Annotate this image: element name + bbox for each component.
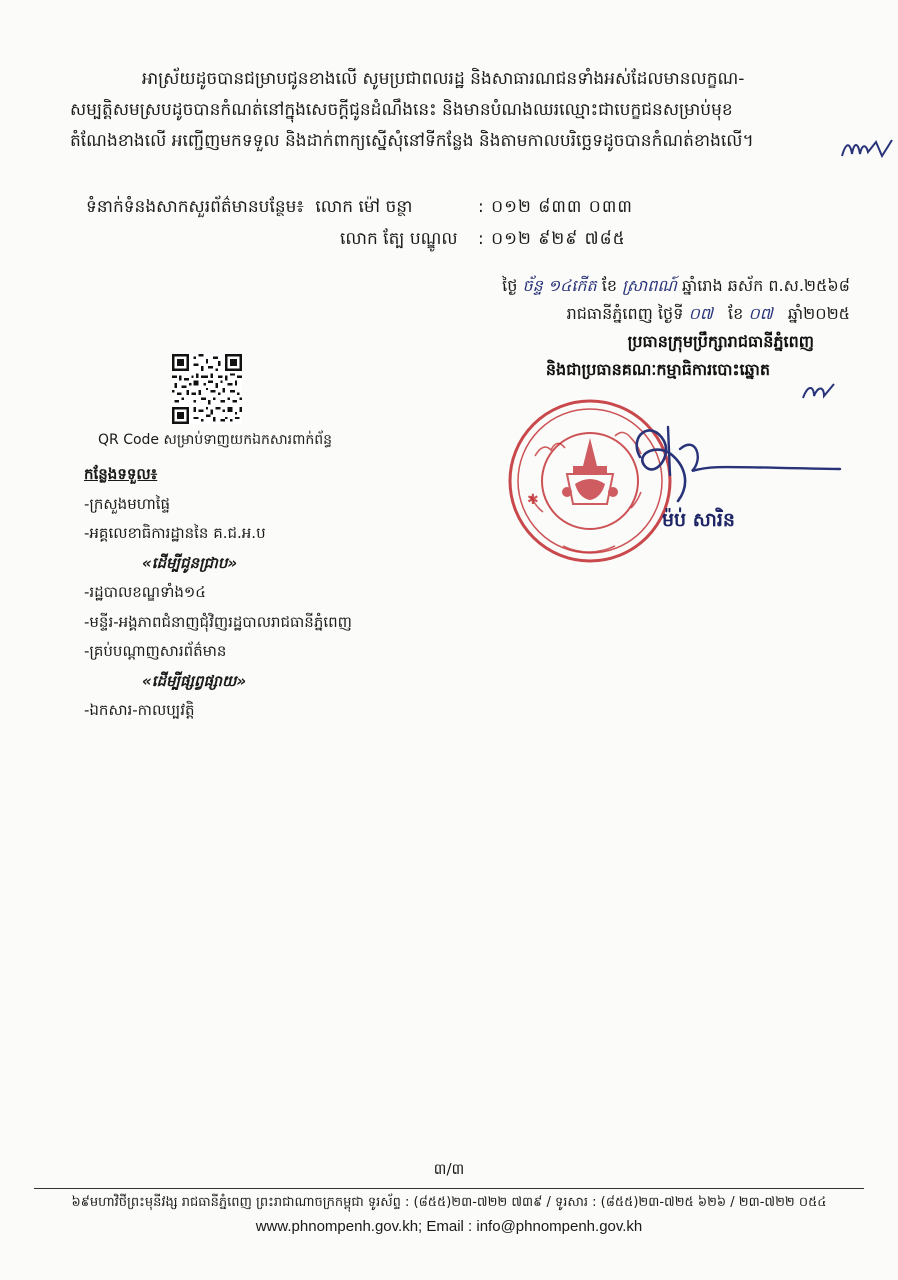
signatory-title-2: និងជាប្រធានគណៈកម្មាធិការបោះឆ្នោត [545, 360, 770, 379]
recipient-item: -គ្រប់បណ្តាញសារព័ត៌មាន [84, 642, 227, 660]
recipient-item: -ឯកសារ-កាលប្បវត្តិ [84, 701, 195, 719]
initials-mark-1 [838, 134, 898, 164]
initials-mark-2 [800, 380, 840, 406]
date-block [410, 272, 850, 384]
solar-date: រាជធានីភ្នំពេញ ថ្ងៃទី ០៧ ខែ ០៧ ឆ្នាំ២០២៥ [566, 304, 850, 323]
solar-day-handwritten: ០៧ [688, 304, 713, 323]
signatory-title-1: ប្រធានក្រុមប្រឹក្សារាជធានីភ្នំពេញ [627, 332, 814, 351]
contact-row-2 [340, 228, 458, 253]
recipient-purpose: «ដើម្បីជូនជ្រាប» [142, 553, 238, 572]
contact-phone-1: : ០១២ ៨៣៣ ០៣៣ [478, 197, 633, 217]
qr-code[interactable] [172, 354, 242, 424]
solar-month-handwritten: ០៧ [748, 304, 773, 323]
svg-text:✱: ✱ [527, 492, 539, 508]
footer-divider [34, 1188, 864, 1189]
footer-address: ៦៩មហាវិថីព្រះមុនីវង្ស រាជធានីភ្នំពេញ ព្រះរាជាណាចក្រកម្ពុជា ទូរស័ព្ទ : (៨៥៥)២៣-៧២២ ៧៣៩ / ទូរសារ : (៨៥៥)២៣-៧២៥ ៦២៦ / ២៣-៧២២ ០៥៤ [71, 1195, 827, 1210]
contact-row-1 [86, 196, 412, 221]
contact-label: ទំនាក់ទំនងសាកសួរព័ត៌មានបន្ថែម៖ [86, 197, 304, 217]
recipient-item: -រដ្ឋបាលខណ្ឌទាំង១៤ [84, 583, 206, 601]
qr-caption: QR Code សម្រាប់ទាញយកឯកសារពាក់ព័ន្ធ [98, 432, 333, 448]
page-number: ៣/៣ [433, 1160, 465, 1178]
contact-phone-2: : ០១២ ៩២៩ ៧៨៥ [478, 229, 626, 249]
recipient-item: -អគ្គលេខាធិការដ្ឋាននៃ គ.ជ.អ.ប [84, 524, 266, 542]
recipient-item: -មន្ទីរ-អង្គភាពជំនាញជុំវិញរដ្ឋបាលរាជធានីភ្នំពេញ [84, 612, 352, 631]
signature [600, 405, 860, 515]
contact-person-1-name: លោក ម៉ៅ ចន្ថា [315, 197, 413, 217]
closing-paragraph [70, 64, 880, 157]
recipients-heading: កន្លែងទទួល៖ [84, 465, 158, 483]
paragraph-line-3: តំណែងខាងលើ អញ្ជើញមកទទួល និងដាក់ពាក្យស្នើសុំនៅទីកន្លែង និងតាមកាលបរិច្ឆេទដូចបានកំណត់ខាងលើ។ [70, 131, 754, 151]
signatory-name: ម៉ប់ សារិន [662, 509, 735, 531]
recipients-list [84, 460, 352, 726]
paragraph-line-2: សម្បត្តិសមស្របដូចបានកំណត់នៅក្នុងសេចក្តីជូនដំណឹងនេះ និងមានបំណងឈរឈ្មោះជាបេក្ខជនសម្រាប់មុខ [70, 100, 733, 120]
footer-web-email[interactable]: www.phnompenh.gov.kh; Email : info@phnompenh.gov.kh [255, 1218, 643, 1235]
contact-person-2-name: លោក ត្បែ បណ្ឌូល [340, 229, 458, 249]
lunar-month-handwritten: ស្រាពណ៍ [622, 276, 677, 295]
lunar-day-handwritten: ច័ន្ទ ១៤កើត [522, 276, 597, 295]
lunar-date: ថ្ងៃ ច័ន្ទ ១៤កើត ខែ ស្រាពណ៍ ឆ្នាំរោង ឆស័ក ព.ស.២៥៦៨ [502, 276, 850, 295]
paragraph-line-1: អាស្រ័យដូចបានជម្រាបជូនខាងលើ សូមប្រជាពលរដ្ឋ និងសាធារណជនទាំងអស់ដែលមានលក្ខណ- [142, 69, 745, 89]
recipient-purpose: «ដើម្បីផ្សព្វផ្សាយ» [142, 671, 247, 690]
recipient-item: -ក្រសួងមហាផ្ទៃ [84, 494, 171, 513]
